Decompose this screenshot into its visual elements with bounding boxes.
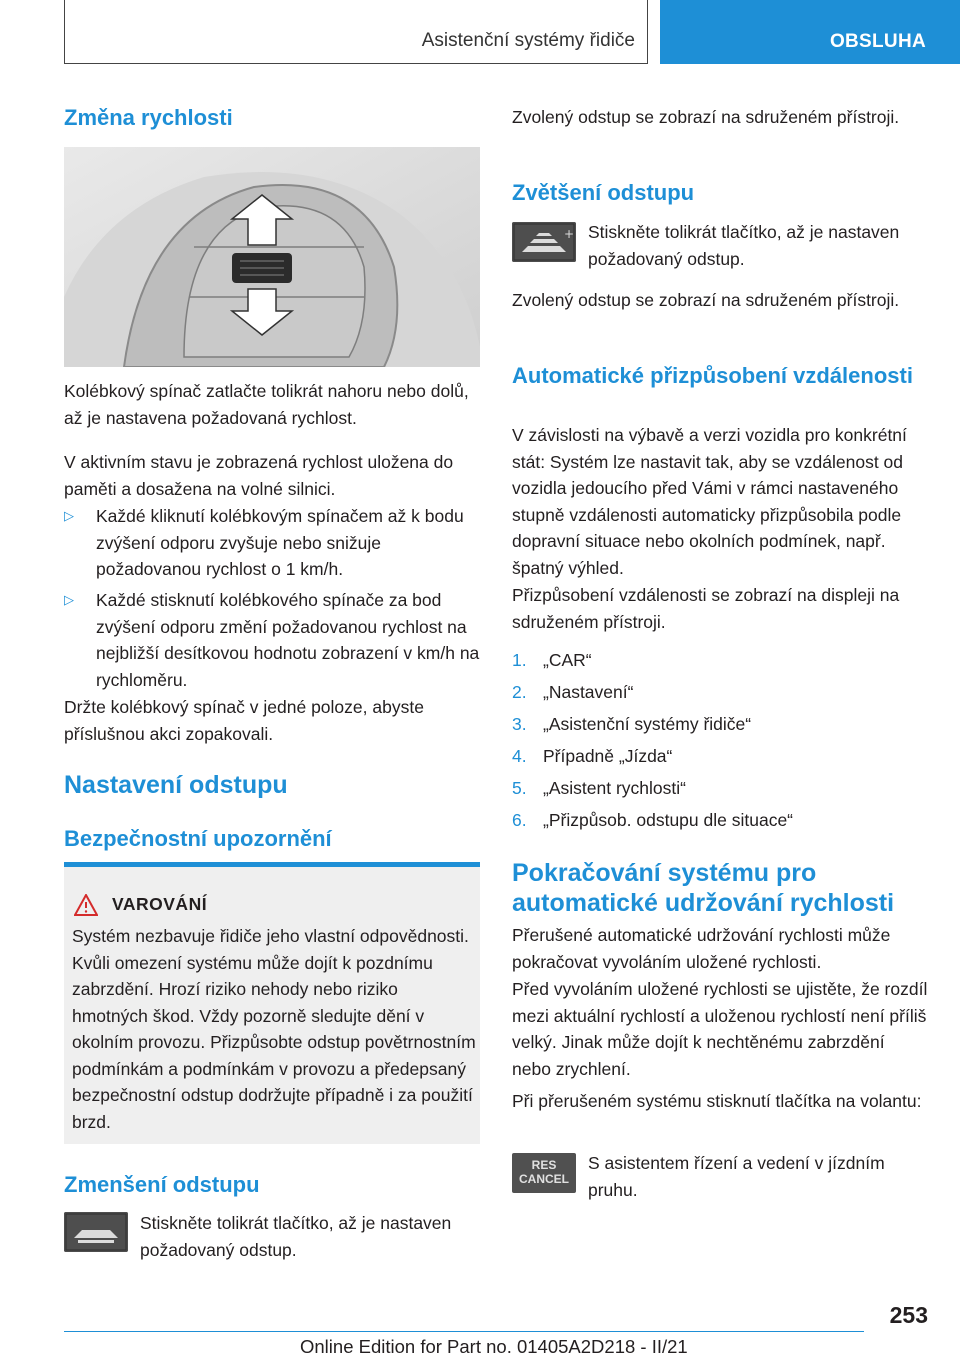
step-number: 6. [512, 810, 527, 830]
res-cancel-button-icon [512, 1153, 576, 1193]
step-text: „Asistenční systémy řidiče“ [543, 714, 752, 734]
step-item [512, 711, 928, 738]
step-number: 3. [512, 714, 527, 734]
heading-speed-change: Změna rychlosti [64, 105, 233, 130]
footer-divider [64, 1331, 864, 1332]
svg-text:+: + [564, 227, 575, 241]
heading-distance-setting: Nastavení odstupu [64, 771, 288, 799]
header-section-tab [660, 0, 960, 64]
step-text: „CAR“ [543, 650, 592, 670]
heading-decrease-distance: Zmenšení odstupu [64, 1172, 260, 1197]
paragraph-auto-distance-display: Přizpůsobení vzdálenosti se zobrazí na displeji na sdruženém přístroji. [512, 585, 900, 632]
steering-rocker-switch-illustration [64, 147, 480, 367]
step-number: 4. [512, 746, 527, 766]
step-text: „Přizpůsob. odstupu dle situace“ [543, 810, 793, 830]
heading-auto-distance: Automatické přizpůsobení vzdálenosti [512, 363, 913, 388]
decrease-distance-button-icon [64, 1212, 128, 1252]
cancel-label: CANCEL [519, 1172, 569, 1186]
bullet-click [64, 503, 480, 585]
footer-edition: Online Edition for Part no. 01405A2D218 - II/21 [300, 1336, 688, 1357]
paragraph-auto-distance: V závislosti na výbavě a verzi vozidla pro konkrétní stát: Systém lze nastavit tak, aby se vzdálenost od vozidla jedoucího před Vámi v rámci nastaveného stupně vzdálenosti automaticky přizpůsobila podle dopravní situace nebo okolních podmínek, např. špatný výhled. [512, 425, 907, 578]
bullet-text: Každé stisknutí kolébkového spínače za bod zvýšení odporu změní požadovanou rychlost na nejbližší desítkovou hodnotu zobrazení v km/h na rychloměru. [96, 590, 480, 690]
heading-safety: Bezpečnostní upozornění [64, 826, 332, 851]
paragraph-continue-2: Před vyvoláním uložené rychlosti se ujistěte, že rozdíl mezi aktuální rychlostí a uloženou rychlostí není příliš velký. Jinak může dojít k nechtěnému zabrzdění nebo zrychlení. [512, 979, 928, 1079]
step-item [512, 647, 928, 674]
res-cancel-text: S asistentem řízení a vedení v jízdním pruhu. [588, 1153, 885, 1200]
warning-title: VAROVÁNÍ [112, 894, 208, 914]
bullet-press [64, 587, 480, 695]
step-number: 5. [512, 778, 527, 798]
step-item [512, 807, 928, 834]
step-item [512, 775, 928, 802]
chapter-title: Asistenční systémy řidiče [421, 30, 635, 51]
section-title: OBSLUHA [829, 31, 926, 52]
page-number: 253 [889, 1302, 928, 1328]
step-number: 1. [512, 650, 527, 670]
triangle-bullet-icon: ▷ [64, 592, 74, 607]
increase-distance-button-icon [512, 222, 576, 262]
paragraph-continue-1: Přerušené automatické udržování rychlosti může pokračovat vyvoláním uložené rychlosti. [512, 925, 891, 972]
step-item [512, 743, 928, 770]
paragraph-hold-rocker: Držte kolébkový spínač v jedné poloze, abyste příslušnou akci zopakovali. [64, 697, 424, 744]
heading-increase-distance: Zvětšení odstupu [512, 180, 695, 205]
warning-box [64, 862, 480, 1144]
paragraph-stored-speed: V aktivním stavu je zobrazená rychlost uložena do paměti a dosažena na volné silnici. [64, 452, 454, 499]
warning-text: Systém nezbavuje řidiče jeho vlastní odpovědnosti. Kvůli omezení systému může dojít k pozdnímu zabrzdění. Hrozí riziko nehody nebo riziko hmotných škod. Vždy pozorně sledujte dění v okolním provozu. Přizpůsobte odstup povětrnostním podmínkám a podmínkám v provozu a předepsaný bezpečnostní odstup dodržujte případně i za použití brzd. [72, 926, 476, 1132]
decrease-distance-text: Stiskněte tolikrát tlačítko, až je nastaven požadovaný odstup. [140, 1213, 452, 1260]
step-number: 2. [512, 682, 527, 702]
step-text: „Asistent rychlosti“ [543, 778, 686, 798]
paragraph-distance-shown-2: Zvolený odstup se zobrazí na sdruženém přístroji. [512, 290, 900, 310]
heading-continue-cruise: Pokračování systému pro automatické udržování rychlosti [512, 859, 895, 917]
triangle-bullet-icon: ▷ [64, 508, 74, 523]
step-text: Případně „Jízda“ [543, 746, 673, 766]
paragraph-continue-3: Při přerušeném systému stisknutí tlačítka na volantu: [512, 1091, 922, 1111]
step-item [512, 679, 928, 706]
paragraph-distance-shown-1: Zvolený odstup se zobrazí na sdruženém přístroji. [512, 107, 900, 127]
header-chapter-box [64, 0, 648, 64]
res-label: RES [531, 1158, 557, 1172]
step-text: „Nastavení“ [543, 682, 634, 702]
warning-triangle-icon [74, 894, 98, 916]
paragraph-rocker-instruction: Kolébkový spínač zatlačte tolikrát nahoru nebo dolů, až je nastavena požadovaná rychlost. [64, 381, 469, 428]
increase-distance-text: Stiskněte tolikrát tlačítko, až je nastaven požadovaný odstup. [588, 222, 900, 269]
bullet-text: Každé kliknutí kolébkovým spínačem až k bodu zvýšení odporu zvyšuje nebo snižuje požadovanou rychlost o 1 km/h. [96, 506, 464, 579]
